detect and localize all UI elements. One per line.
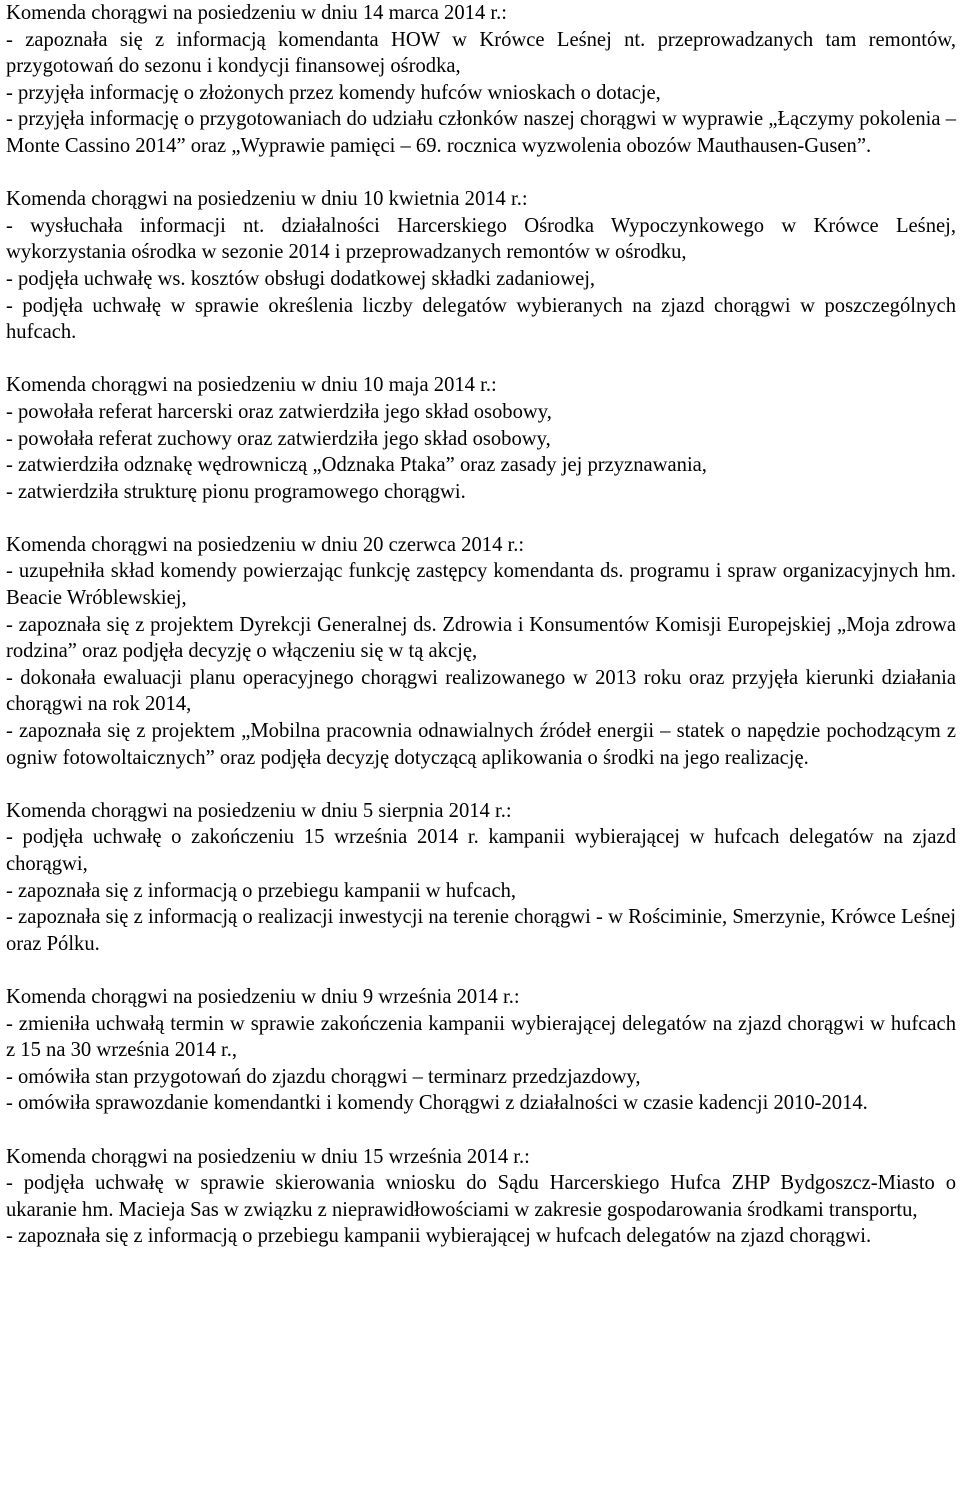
decision-item: - powołała referat zuchowy oraz zatwierdziła jego skład osobowy, <box>6 427 551 450</box>
decision-item: - podjęła uchwałę w sprawie określenia liczby delegatów wybieranych na zjazd chorągwi w poszczególnych hufcach. <box>6 294 956 344</box>
decision-item: - zatwierdziła strukturę pionu programowego chorągwi. <box>6 480 466 503</box>
meeting-heading: Komenda chorągwi na posiedzeniu w dniu 5 sierpnia 2014 r.: <box>6 799 512 822</box>
meeting-heading: Komenda chorągwi na posiedzeniu w dniu 14 marca 2014 r.: <box>6 2 507 24</box>
meeting-section <box>6 798 956 958</box>
decision-item: - przyjęła informację o przygotowaniach do udziału członków naszej chorągwi w wyprawie „Łączymy pokolenia – Monte Cassino 2014” oraz „Wyprawie pamięci – 69. rocznica wyzwolenia obozów Mauthausen-Gusen”. <box>6 108 956 157</box>
decision-item: - podjęła uchwałę w sprawie skierowania wniosku do Sądu Harcerskiego Hufca ZHP Bydgoszcz-Miasto o ukaranie hm. Macieja Sas w związku z nieprawidłowościami w zakresie gospodarowania środkami transportu, <box>6 1172 956 1221</box>
meeting-section <box>6 984 956 1117</box>
decision-item: - zapoznała się z informacją komendanta HOW w Krówce Leśnej nt. przeprowadzanych tam remontów, przygotowań do sezonu i kondycji finansowej ośrodka, <box>6 28 956 78</box>
decision-item: - zapoznała się z projektem Dyrekcji Generalnej ds. Zdrowia i Konsumentów Komisji Europejskiej „Moja zdrowa rodzina” oraz podjęła decyzję o włączeniu się w tą akcję, <box>6 613 956 663</box>
meeting-section <box>6 186 956 346</box>
meeting-heading: Komenda chorągwi na posiedzeniu w dniu 10 kwietnia 2014 r.: <box>6 188 528 211</box>
meeting-section <box>6 372 956 505</box>
decision-item: - uzupełniła skład komendy powierzając funkcję zastępcy komendanta ds. programu i spraw organizacyjnych hm. Beacie Wróblewskiej, <box>6 560 956 610</box>
document-body <box>6 0 956 1250</box>
decision-item: - podjęła uchwałę ws. kosztów obsługi dodatkowej składki zadaniowej, <box>6 267 596 290</box>
meeting-section <box>6 1144 956 1250</box>
meeting-heading: Komenda chorągwi na posiedzeniu w dniu 9 września 2014 r.: <box>6 985 520 1008</box>
decision-item: - powołała referat harcerski oraz zatwierdziła jego skład osobowy, <box>6 400 552 423</box>
decision-item: - omówiła sprawozdanie komendantki i komendy Chorągwi z działalności w czasie kadencji 2010-2014. <box>6 1092 868 1115</box>
decision-item: - zapoznała się z projektem „Mobilna pracownia odnawialnych źródeł energii – statek o napędzie pochodzącym z ogniw fotowoltaicznych” oraz podjęła decyzję dotyczącą aplikowania o środki na jego realizację. <box>6 720 956 769</box>
decision-item: - zmieniła uchwałą termin w sprawie zakończenia kampanii wybierającej delegatów na zjazd chorągwi w hufcach z 15 na 30 września 2014 r., <box>6 1012 956 1062</box>
decision-item: - przyjęła informację o złożonych przez komendy hufców wnioskach o dotacje, <box>6 81 661 104</box>
decision-item: - zapoznała się z informacją o realizacji inwestycji na terenie chorągwi - w Rościminie, Smerzynie, Krówce Leśnej oraz Pólku. <box>6 906 956 955</box>
meeting-heading: Komenda chorągwi na posiedzeniu w dniu 20 czerwca 2014 r.: <box>6 533 525 556</box>
decision-item: - zapoznała się z informacją o przebiegu kampanii wybierającej w hufcach delegatów na zjazd chorągwi. <box>6 1225 872 1248</box>
decision-item: - omówiła stan przygotowań do zjazdu chorągwi – terminarz przedzjazdowy, <box>6 1065 641 1088</box>
decision-item: - zatwierdziła odznakę wędrowniczą „Odznaka Ptaka” oraz zasady jej przyznawania, <box>6 454 707 477</box>
decision-item: - wysłuchała informacji nt. działalności Harcerskiego Ośrodka Wypoczynkowego w Krówce Leśnej, wykorzystania ośrodka w sezonie 2014 i przeprowadzanych remontów w ośrodku, <box>6 214 956 264</box>
meeting-section <box>6 0 956 160</box>
meeting-section <box>6 532 956 771</box>
meeting-heading: Komenda chorągwi na posiedzeniu w dniu 15 września 2014 r.: <box>6 1145 530 1168</box>
meeting-heading: Komenda chorągwi na posiedzeniu w dniu 10 maja 2014 r.: <box>6 374 497 397</box>
decision-item: - podjęła uchwałę o zakończeniu 15 września 2014 r. kampanii wybierającej w hufcach delegatów na zjazd chorągwi, <box>6 826 956 875</box>
decision-item: - zapoznała się z informacją o przebiegu kampanii w hufcach, <box>6 879 517 902</box>
decision-item: - dokonała ewaluacji planu operacyjnego chorągwi realizowanego w 2013 roku oraz przyjęła kierunki działania chorągwi na rok 2014, <box>6 666 956 716</box>
